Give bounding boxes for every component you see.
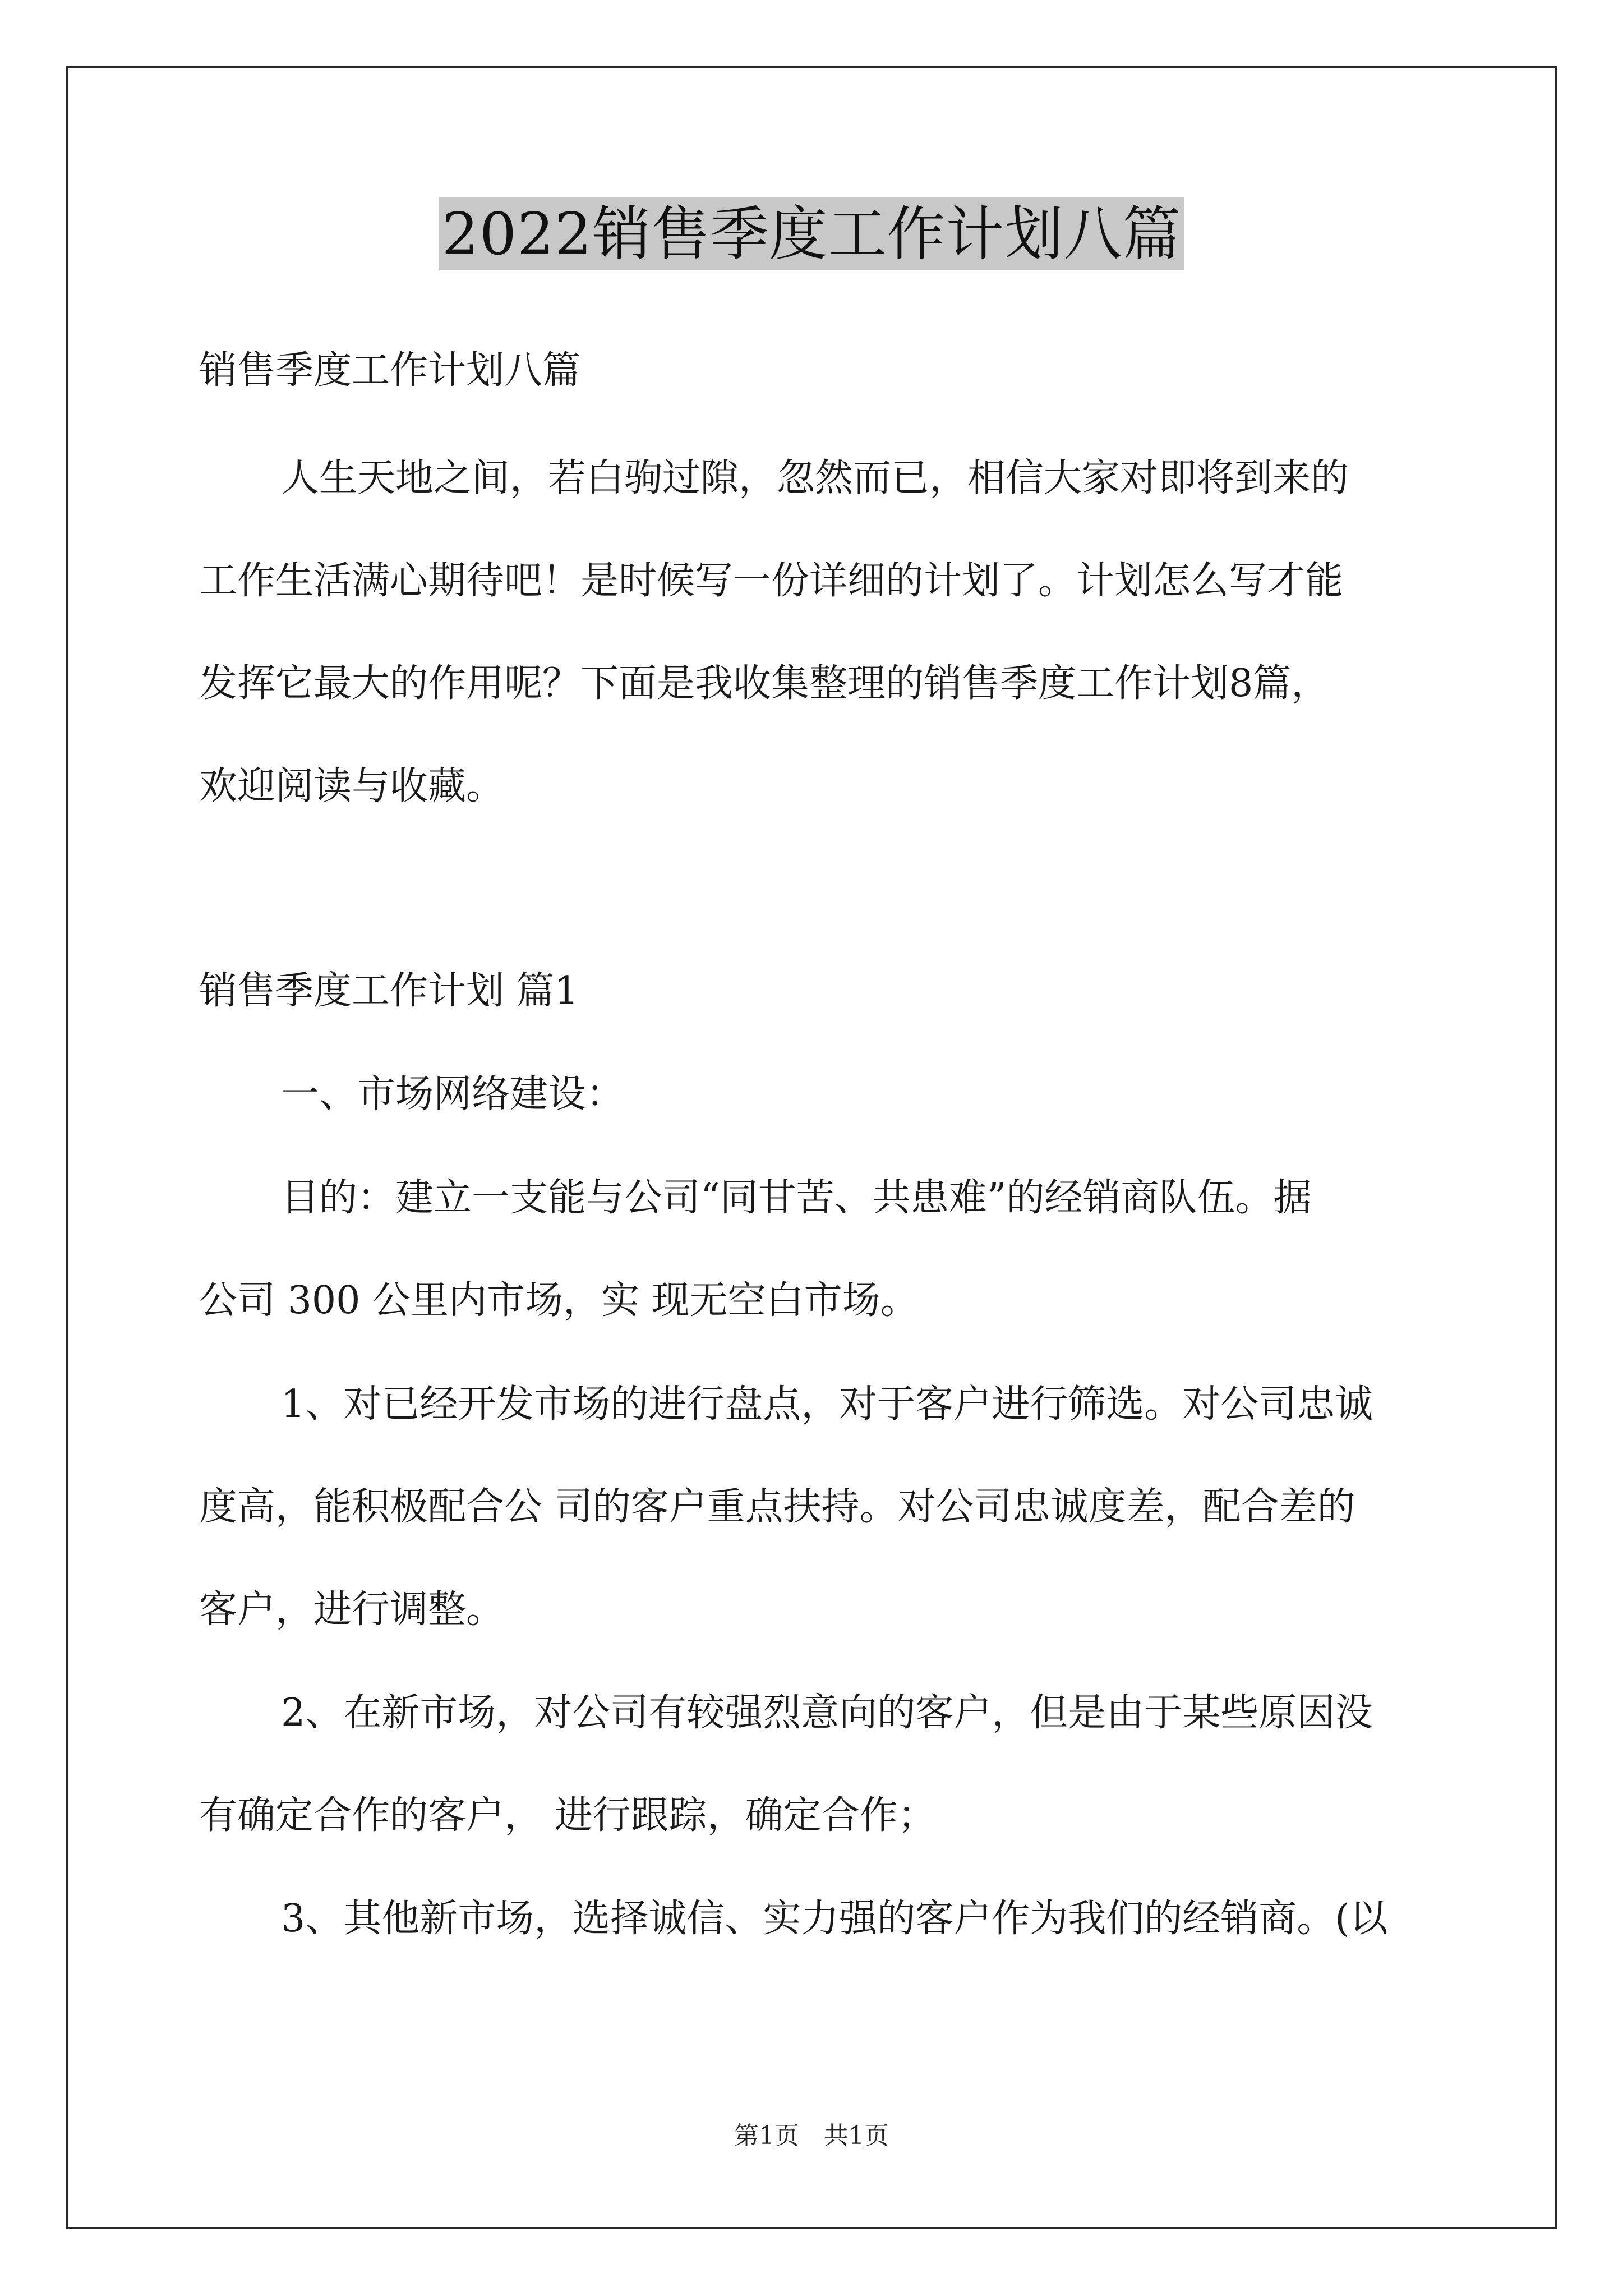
page-number: 第1页 [734,2122,799,2150]
subtitle: 销售季度工作计划八篇 [199,348,581,393]
document-title: 2022销售季度工作计划八篇 [439,197,1185,270]
intro-line: 欢迎阅读与收藏。 [199,764,505,808]
body-line: 2、在新市场，对公司有较强烈意向的客户，但是由于某些原因没 [281,1691,1373,1735]
title-container [0,197,1623,270]
page-total: 共1页 [824,2122,889,2150]
body-line: 度高，能积极配合公 司的客户重点扶持。对公司忠诚度差，配合差的 [199,1485,1355,1529]
section-heading: 销售季度工作计划 篇1 [199,969,579,1013]
page-footer [0,2120,1623,2152]
body-line: 3、其他新市场，选择诚信、实力强的客户作为我们的经销商。(以 [281,1897,1388,1941]
body-line: 目的：建立一支能与公司“同甘苦、共患难”的经销商队伍。据 [281,1176,1312,1220]
intro-line: 人生天地之间，若白驹过隙，忽然而已，相信大家对即将到来的 [281,456,1349,500]
body-line: 客户，进行调整。 [199,1588,505,1632]
body-line: 公司 300 公里内市场，实 现无空白市场。 [199,1278,919,1323]
body-line: 有确定合作的客户， 进行跟踪，确定合作； [199,1793,936,1838]
intro-line: 发挥它最大的作用呢？下面是我收集整理的销售季度工作计划8篇， [199,661,1330,706]
body-line: 一、市场网络建设： [281,1072,625,1116]
body-line: 1、对已经开发市场的进行盘点，对于客户进行筛选。对公司忠诚 [281,1382,1373,1427]
intro-line: 工作生活满心期待吧！是时候写一份详细的计划了。计划怎么写才能 [199,559,1344,603]
